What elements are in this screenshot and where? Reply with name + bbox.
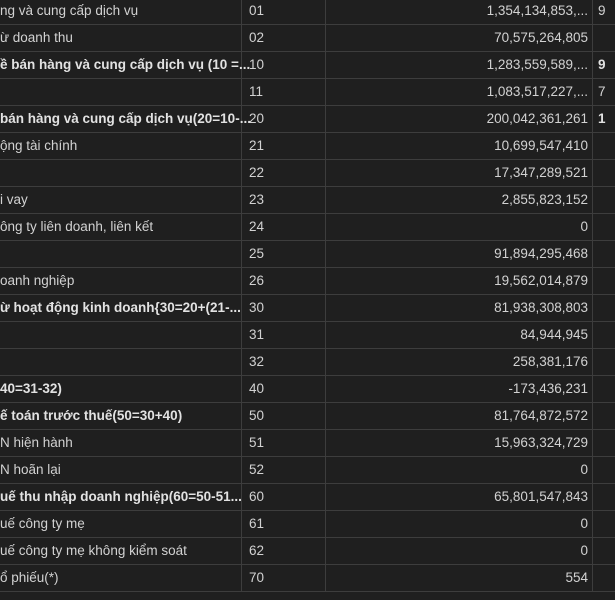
row-value: 65,801,547,843	[326, 484, 593, 511]
row-item-name-text: ổ phiếu(*)	[0, 570, 59, 585]
table-row[interactable]	[0, 511, 615, 538]
row-value: 554	[326, 565, 593, 592]
row-next-period-value	[593, 349, 615, 376]
table-row[interactable]	[0, 457, 615, 484]
row-item-name	[0, 484, 242, 511]
row-next-period-value	[593, 430, 615, 457]
row-item-name	[0, 52, 251, 79]
table-row[interactable]	[0, 295, 615, 322]
row-item-name	[0, 106, 251, 133]
row-code: 24	[242, 214, 326, 241]
row-item-name	[0, 214, 242, 241]
row-code: 62	[242, 538, 326, 565]
row-next-period-value	[593, 538, 615, 565]
row-value: 19,562,014,879	[326, 268, 593, 295]
table-row[interactable]	[0, 376, 615, 403]
row-item-name	[0, 133, 242, 160]
row-value: 17,347,289,521	[326, 160, 593, 187]
row-next-period-value	[593, 322, 615, 349]
table-row[interactable]	[0, 25, 615, 52]
row-next-period-value	[593, 214, 615, 241]
row-next-period-value	[593, 376, 615, 403]
row-value: 200,042,361,261	[326, 106, 593, 133]
row-item-name-text: ế toán trước thuế(50=30+40)	[0, 408, 183, 423]
row-code: 01	[242, 0, 326, 25]
row-item-name	[0, 322, 242, 349]
row-item-name	[0, 25, 242, 52]
row-code: 22	[242, 160, 326, 187]
table-row[interactable]	[0, 565, 615, 592]
row-code: 32	[242, 349, 326, 376]
row-item-name-text: oanh nghiệp	[0, 273, 75, 288]
table-row[interactable]	[0, 241, 615, 268]
row-next-period-value: 7	[593, 79, 615, 106]
row-value: 1,354,134,853,...	[326, 0, 593, 25]
row-item-name	[0, 0, 242, 25]
table-row[interactable]	[0, 484, 615, 511]
row-item-name	[0, 187, 242, 214]
row-item-name	[0, 160, 242, 187]
row-code: 60	[242, 484, 326, 511]
table-row[interactable]	[0, 322, 615, 349]
row-next-period-value	[593, 133, 615, 160]
row-code: 30	[242, 295, 326, 322]
row-item-name-text: ề bán hàng và cung cấp dịch vụ (10 =...	[0, 57, 251, 72]
row-next-period-value	[593, 295, 615, 322]
row-value: 81,764,872,572	[326, 403, 593, 430]
row-code: 23	[242, 187, 326, 214]
table-row[interactable]	[0, 160, 615, 187]
row-code: 10	[242, 52, 326, 79]
row-next-period-value	[593, 25, 615, 52]
row-item-name-text: N hiện hành	[0, 435, 73, 450]
table-row[interactable]	[0, 52, 615, 79]
table-row[interactable]	[0, 79, 615, 106]
row-next-period-value	[593, 187, 615, 214]
row-value: 0	[326, 214, 593, 241]
row-item-name-text: uế công ty mẹ	[0, 516, 85, 531]
table-row[interactable]	[0, 403, 615, 430]
row-code: 40	[242, 376, 326, 403]
row-item-name-text: ừ doanh thu	[0, 30, 73, 45]
table-row[interactable]	[0, 349, 615, 376]
row-code: 51	[242, 430, 326, 457]
row-next-period-value	[593, 565, 615, 592]
row-item-name-text: ộng tài chính	[0, 138, 78, 153]
row-code: 50	[242, 403, 326, 430]
row-item-name	[0, 79, 242, 106]
table-row[interactable]	[0, 133, 615, 160]
row-code: 20	[242, 106, 326, 133]
row-item-name	[0, 349, 242, 376]
row-value: 0	[326, 538, 593, 565]
table-row[interactable]	[0, 430, 615, 457]
table-row[interactable]	[0, 268, 615, 295]
row-next-period-value	[593, 484, 615, 511]
row-item-name	[0, 511, 242, 538]
row-next-period-value	[593, 403, 615, 430]
row-item-name-text: ng và cung cấp dịch vụ	[0, 3, 139, 18]
row-item-name-text: uế thu nhập doanh nghiệp(60=50-51...	[0, 489, 242, 504]
row-code: 52	[242, 457, 326, 484]
row-item-name-text: ông ty liên doanh, liên kết	[0, 219, 154, 234]
row-item-name-text: ừ hoạt động kinh doanh{30=20+(21-...	[0, 300, 241, 315]
row-code: 61	[242, 511, 326, 538]
row-value: 70,575,264,805	[326, 25, 593, 52]
row-next-period-value	[593, 511, 615, 538]
row-item-name-text: 40=31-32)	[0, 381, 62, 396]
row-item-name	[0, 538, 242, 565]
row-value: 91,894,295,468	[326, 241, 593, 268]
row-code: 70	[242, 565, 326, 592]
row-next-period-value	[593, 160, 615, 187]
row-value: 0	[326, 511, 593, 538]
table-row[interactable]	[0, 0, 615, 25]
row-next-period-value: 9	[593, 0, 615, 25]
row-item-name	[0, 403, 242, 430]
row-next-period-value: 1	[593, 106, 615, 133]
row-value: 1,283,559,589,...	[326, 52, 593, 79]
row-item-name-text: bán hàng và cung cấp dịch vụ(20=10-...	[0, 111, 251, 126]
row-item-name	[0, 241, 242, 268]
row-code: 02	[242, 25, 326, 52]
table-row[interactable]	[0, 187, 615, 214]
table-row[interactable]	[0, 106, 615, 133]
row-next-period-value	[593, 457, 615, 484]
row-value: 81,938,308,803	[326, 295, 593, 322]
row-value: -173,436,231	[326, 376, 593, 403]
row-value: 258,381,176	[326, 349, 593, 376]
row-item-name	[0, 565, 242, 592]
row-item-name	[0, 430, 242, 457]
row-item-name	[0, 268, 242, 295]
table-row[interactable]	[0, 214, 615, 241]
row-next-period-value: 9	[593, 52, 615, 79]
row-item-name-text: uế công ty mẹ không kiểm soát	[0, 543, 187, 558]
row-item-name-text: i vay	[0, 192, 28, 207]
row-item-name	[0, 295, 242, 322]
row-value: 15,963,324,729	[326, 430, 593, 457]
row-value: 10,699,547,410	[326, 133, 593, 160]
row-value: 2,855,823,152	[326, 187, 593, 214]
row-code: 25	[242, 241, 326, 268]
table-row[interactable]	[0, 538, 615, 565]
row-value: 0	[326, 457, 593, 484]
row-item-name	[0, 457, 242, 484]
row-value: 1,083,517,227,...	[326, 79, 593, 106]
row-code: 11	[242, 79, 326, 106]
row-next-period-value	[593, 241, 615, 268]
row-item-name-text: N hoãn lại	[0, 462, 61, 477]
row-value: 84,944,945	[326, 322, 593, 349]
row-next-period-value	[593, 268, 615, 295]
row-code: 26	[242, 268, 326, 295]
row-item-name	[0, 376, 242, 403]
row-code: 31	[242, 322, 326, 349]
row-code: 21	[242, 133, 326, 160]
